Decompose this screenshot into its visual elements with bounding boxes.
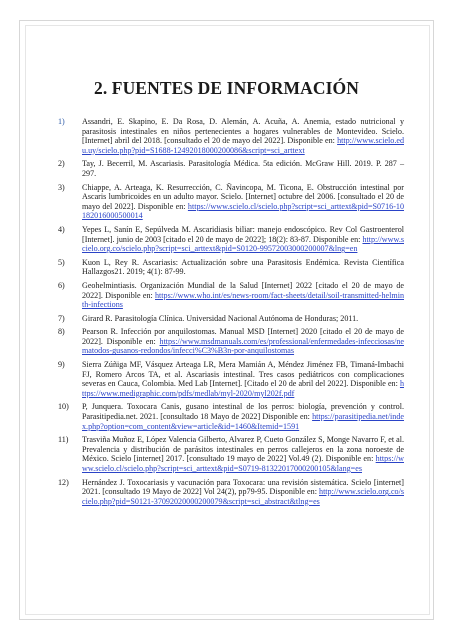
reference-item — [58, 182, 404, 221]
reference-number: 9) — [58, 360, 65, 370]
reference-item — [58, 224, 404, 254]
reference-item — [58, 360, 404, 398]
reference-item — [58, 402, 404, 431]
page-title: 2. FUENTES DE INFORMACIÓN — [93, 78, 360, 98]
reference-item — [58, 117, 404, 155]
reference-link[interactable]: https://www.msdmanuals.com/es/professional/enfermedades-infecciosas/nematodos-gusanos-redondos/infecci%C3%B3n-por-anquilostomas — [82, 336, 404, 356]
reference-link[interactable]: https://www.medigraphic.com/pdfs/medlab/myl-2020/myl202f.pdf — [82, 379, 404, 398]
reference-number: 8) — [58, 327, 65, 337]
reference-link[interactable]: https://www.scielo.cl/scielo.php?script=sci_arttext&pid=S0716-10182016000500014 — [82, 201, 404, 221]
reference-number: 5) — [58, 257, 65, 267]
reference-number: 6) — [58, 280, 65, 290]
reference-item — [58, 257, 404, 277]
reference-text: Assandri, E. Skapino, E. Da Rosa, D. Alemán, A. Acuña, A. Anemia, estado nutricional y parasitosis intestinales en niños pertenecientes a hogares vulnerables de Montevideo. Scielo. [Internet] abril del 2018. [consultado el 20 de mayo del 2022]. Disponible en: — [82, 117, 404, 146]
reference-item — [58, 327, 404, 356]
reference-number: 2) — [58, 159, 65, 169]
reference-link[interactable]: https://www.who.int/es/news-room/fact-sheets/detail/soil-transmitted-helminth-infections — [82, 290, 404, 310]
reference-item — [58, 159, 404, 178]
reference-number: 1) — [58, 117, 65, 126]
reference-text: Girard R. Parasitología Clínica. Universidad Nacional Autónoma de Honduras; 2011. — [82, 313, 359, 323]
reference-text: Tay, J. Becerril, M. Ascariasis. Parasitología Médica. 5ta edición. McGraw Hill. 2019. P. 287 – 297. — [82, 159, 404, 178]
reference-link[interactable]: https://parasitipedia.net/index.php?option=com_content&view=article&id=1460&Itemid=1591 — [82, 412, 404, 431]
reference-text: Yepes L, Sanín E, Sepúlveda M. Ascaridiasis biliar: manejo endoscópico. Rev Col Gastroenterol [Internet]. junio de 2003 [citado el 20 de mayo de 2022]; 18(2): 83-87. Disponible en: — [82, 224, 404, 244]
reference-link[interactable]: http://www.scielo.edu.uy/scielo.php?pid=S1688-12492018000200086&script=sci_arttext — [82, 136, 404, 155]
reference-text: Kuon L, Rey R. Ascariasis: Actualización sobre una Parasitosis Endémica. Revista Científica Hallazgos21. 2019; 4(1): 87-99. — [82, 257, 404, 277]
reference-number: 10) — [58, 402, 69, 412]
reference-number: 7) — [58, 313, 65, 323]
reference-text: Geohelmintiasis. Organización Mundial de la Salud [Internet] 2022 [citado el 20 de mayo de 2022]. Disponible en: — [82, 280, 404, 300]
reference-link[interactable]: http://www.scielo.org.co/scielo.php?script=sci_arttext&pid=S0120-99572003000200007&lng=en — [82, 234, 404, 254]
reference-link[interactable]: https://www.scielo.cl/scielo.php?script=sci_arttext&pid=S0719-81322017000200105&lang=es — [82, 454, 404, 473]
reference-number: 4) — [58, 224, 65, 234]
reference-text: Pearson R. Infección por anquilostomas. Manual MSD [Internet] 2020 [citado el 20 de mayo de 2022]. Disponible en: — [82, 327, 404, 346]
reference-item — [58, 280, 404, 310]
reference-list — [58, 117, 404, 510]
reference-item — [58, 477, 404, 507]
reference-number: 11) — [58, 435, 69, 445]
reference-number: 3) — [58, 182, 65, 192]
reference-item — [58, 313, 404, 324]
reference-text: P, Junquera. Toxocara Canis, gusano intestinal de los perros: biología, prevención y control. Parasitipedia.net. 2021. [consultado 18 Mayo de 2022] Disponible en: — [82, 402, 404, 422]
reference-link[interactable]: http://www.scielo.org.co/scielo.php?pid=S0121-37092020000200079&script=sci_abstract&tlng=es — [82, 487, 404, 506]
reference-text: Sierra Zúñiga MF, Vásquez Arteaga LR, Mera Mamián A, Méndez Jiménez FB, Timaná-Imbachi FJ, Romero Arcos TA, et al. Ascariasis intestinal. Tres casos pediátricos con complicaciones severas en Cauca, Colombia. Med Lab [Internet]. [Citado el 20 de abril del 2022]. Disponible en: — [82, 360, 404, 389]
reference-text: Chiappe, A. Arteaga, K. Resurrección, C. Ñavincopa, M. Ticona, E. Obstrucción intestinal por Ascaris lumbricoides en un adulto mayor. Scielo. [Internet] octubre del 2006. [consultado el 20 de mayo del 2022]. Disponible en: — [82, 182, 404, 211]
reference-number: 12) — [58, 477, 69, 487]
reference-item — [58, 435, 404, 473]
reference-text: Trasviña Muñoz E, López Valencia Gilberto, Alvarez P, Cueto González S, Monge Navarro F, et al. Prevalencia y distribución de parásitos intestinales en perros callejeros en la zona noroeste de México. Scielo [internet] 2017. [consultado 19 mayo de 2022] Vol.49 (2). Disponible en: — [82, 435, 404, 464]
reference-text: Hernández J. Toxocariasis y vacunación para Toxocara: una revisión sistemática. Scielo [internet] 2021. [consultado 19 Mayo de 2022] Vol 24(2), pp79-95. Disponible en: — [82, 477, 404, 497]
